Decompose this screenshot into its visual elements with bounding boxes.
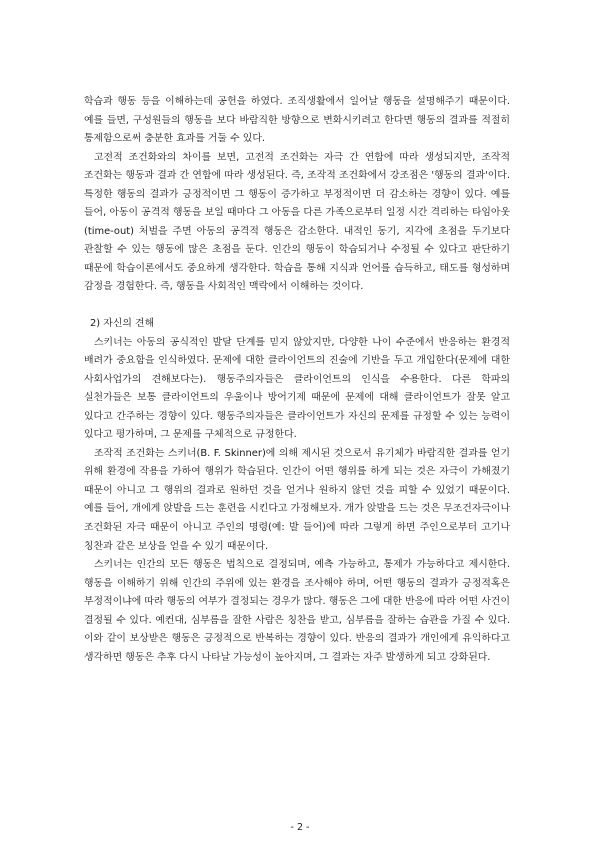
- paragraph-intro-continued: 학습과 행동 등을 이해하는데 공헌을 하였다. 조직생활에서 일어날 행동을 설명해주기 때문이다. 예를 들면, 구성원들의 행동을 보다 바람직한 방향으로 변화시키려고 한다면 행동의 결과를 적절히 통제함으로써 충분한 효과를 거둘 수 있다.: [84, 96, 510, 145]
- page-body: [84, 93, 510, 667]
- paragraph-skinner-view: 스키너는 아동의 공식적인 발달 단계를 믿지 않았지만, 다양한 나이 수준에서 반응하는 환경적 배려가 중요함을 인식하였다. 문제에 대한 클라이언트의 진술에 기반을 두고 개입한다(문제에 대한 사회사업가의 견해보다는). 행동주의자들은 클라이언트의 인식을 수용한다. 다른 학파의 실천가들은 보통 클라이언트의 우울이나 방어기제 때문에 문제에 대해 클라이언트가 잘못 알고 있다고 간주하는 경향이 있다. 행동주의자들은 클라이언트가 자신의 문제를 규정할 수 있는 능력이 있다고 평가하며, 그 문제를 구체적으로 규정한다.: [84, 336, 510, 441]
- section-heading: 2) 자신의 견해: [90, 318, 155, 330]
- paragraph-classical-vs-operant: 고전적 조건화와의 차이를 보면, 고전적 조건화는 자극 간 연합에 따라 생성되지만, 조작적 조건화는 행동과 결과 간 연합에 따라 생성된다. 즉, 조작적 조건화에서 강조점은 '행동의 결과'이다. 특정한 행동의 결과가 긍정적이면 그 행동이 증가하고 부정적이면 더 감소하는 경향이 있다. 예를 들어, 아동이 공격적 행동을 보일 때마다 그 아동을 다른 가족으로부터 일정 시간 격리하는 타임아웃(time-out) 처벌을 주면 아동의 공격적 행동은 감소한다. 내적인 동기, 지각에 초점을 두기보다 관찰할 수 있는 행동에 많은 초점을 둔다. 인간의 행동이 학습되거나 수정될 수 있다고 판단하기 때문에 학습이론에서도 중요하게 생각한다. 학습을 통해 지식과 언어를 습득하고, 태도를 형성하며 감정을 경험한다. 즉, 행동을 사회적인 맥락에서 이해하는 것이다.: [84, 151, 510, 293]
- page-number: - 2 -: [290, 822, 310, 833]
- paragraph-operant-conditioning: 조작적 조건화는 스키너(B. F. Skinner)에 의해 제시된 것으로서 유기체가 바람직한 결과를 얻기 위해 환경에 작용을 가하여 행위가 학습된다. 인간이 어떤 행위를 하게 되는 것은 자극이 가해졌기 때문이 아니고 그 행위의 결과로 원하던 것을 얻거나 원하지 않던 것을 피할 수 있었기 때문이다. 예를 들어, 개에게 앉발을 드는 훈련을 시킨다고 가정해보자. 개가 앉발을 드는 것은 무조건자극이나 조건화된 자극 때문이 아니고 주인의 명령(예: 발 들어)에 따라 그렇게 하면 주인으로부터 고기나 칭찬과 같은 보상을 얻을 수 있기 때문이다.: [84, 447, 510, 552]
- paragraph-behavior-law: 스키너는 인간의 모든 행동은 법칙으로 결정되며, 예측 가능하고, 통제가 가능하다고 제시한다. 행동을 이해하기 위해 인간의 주위에 있는 환경을 조사해야 하며, 어떤 행동의 결과가 긍정적혹은 부정적이냐에 따라 행동의 여부가 결정되는 경우가 많다. 행동은 그에 대한 반응에 따라 어떤 사건이 결정될 수 있다. 예컨대, 심부름을 잘한 사람은 칭찬을 받고, 심부름을 잘하는 습관을 가질 수 있다. 이와 같이 보상받은 행동은 긍정적으로 반복하는 경향이 있다. 반응의 결과가 개인에게 유익하다고 생각하면 행동은 추후 다시 나타날 가능성이 높아지며, 그 결과는 자주 발생하게 되고 강화된다.: [84, 559, 510, 663]
